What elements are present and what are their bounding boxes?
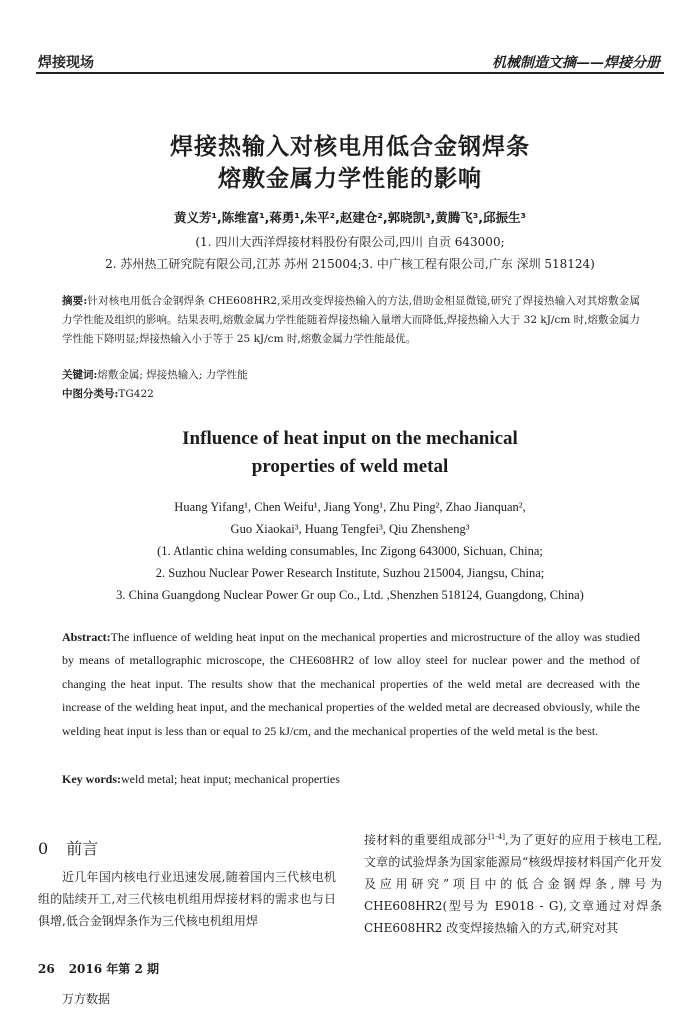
- cn-abstract: [62, 292, 640, 349]
- en-authors-line1: Huang Yifang¹, Chen Weifu¹, Jiang Yong¹, Zhu Ping², Zhao Jianquan²,: [174, 500, 526, 514]
- en-title-line1: Influence of heat input on the mechanical: [182, 428, 518, 449]
- section-number: 0: [38, 839, 49, 858]
- cn-clc-text: TG422: [118, 388, 154, 400]
- watermark: 万方数据: [62, 992, 111, 1006]
- cn-affiliation-line1: (1. 四川大西洋焊接材料股份有限公司,四川 自贡 643000;: [195, 235, 505, 249]
- page-number: 26: [38, 962, 55, 976]
- cn-abstract-text: 针对核电用低合金钢焊条 CHE608HR2,采用改变焊接热输入的方法,借助金相显微镜,研究了焊接热输入对其熔敷金属力学性能及组织的影响。结果表明,熔敷金属力学性能随着焊接热输入量增大而降低,焊接热输入大于 32 kJ/cm 时,熔敷金属力学性能下降明显;焊接热输入小于等于 25 kJ/cm 时,熔敷金属力学性能最优。: [62, 295, 640, 345]
- en-affiliation-line1: (1. Atlantic china welding consumables, Inc Zigong 643000, Sichuan, China;: [157, 544, 543, 558]
- journal-name: 机械制造文摘——焊接分册: [492, 55, 660, 71]
- body-right-column: [364, 826, 662, 939]
- header-rule: [36, 72, 664, 74]
- cn-keywords-label: 关键词:: [62, 369, 98, 381]
- cn-affiliation-line2: 2. 苏州热工研究院有限公司,江苏 苏州 215004;3. 中广核工程有限公司,广东 深圳 518124): [105, 257, 595, 271]
- cn-authors: 黄义芳¹,陈维富¹,蒋勇¹,朱平²,赵建仓²,郭晓凯³,黄腾飞³,邱振生³: [173, 210, 527, 225]
- en-affiliation-line2: 2. Suzhou Nuclear Power Research Institute, Suzhou 215004, Jiangsu, China;: [155, 566, 545, 580]
- cn-clc-label: 中图分类号:: [62, 388, 119, 400]
- en-abstract-label: Abstract:: [62, 630, 111, 644]
- section-heading: [38, 836, 116, 859]
- en-abstract: [62, 626, 640, 743]
- body-right-text-b: ,为了更好的应用于核电工程,文章的试验焊条为国家能源局“核级焊接材料国产化开发及应用研究”项目中的低合金钢焊条,牌号为 CHE608HR2(型号为 E9018 - G),文章通过对焊条 CHE608HR2 改变焊接热输入的方式,研究对其: [364, 833, 662, 935]
- citation: [1-4]: [488, 833, 505, 841]
- en-keywords: [62, 768, 640, 791]
- en-title-line2: properties of weld metal: [251, 456, 449, 477]
- cn-clc: [62, 385, 640, 404]
- cn-keywords-text: 熔敷金属; 焊接热输入; 力学性能: [97, 369, 248, 381]
- cn-title-line2: 熔敷金属力学性能的影响: [218, 166, 482, 192]
- body-left-column: 近几年国内核电行业迅速发展,随着国内三代核电机组的陆续开工,对三代核电机组用焊接材料的需求也与日俱增,低合金钢焊条作为三代核电机组用焊: [38, 870, 336, 928]
- cn-keywords: [62, 366, 640, 385]
- en-affiliation-line3: 3. China Guangdong Nuclear Power Gr oup Co., Ltd. ,Shenzhen 518124, Guangdong, China): [116, 588, 584, 602]
- en-abstract-text: The influence of welding heat input on the mechanical properties and microstructure of the alloy was studied by means of metallographic microscope, the CHE608HR2 of low alloy steel for nuclear power and the method of changing the heat input. The results show that the mechanical properties of the weld metal are decreased with the increase of the welding heat input, and the mechanical properties of the welded metal are decreased obviously, while the welding heat input is less than or equal to 25 kJ/cm, and the mechanical properties of the weld metal is the best.: [62, 630, 640, 738]
- section-title: 前言: [66, 839, 99, 858]
- en-keywords-text: weld metal; heat input; mechanical properties: [121, 772, 340, 786]
- en-keywords-label: Key words:: [62, 772, 121, 786]
- en-authors-line2: Guo Xiaokai³, Huang Tengfei³, Qiu Zhensheng³: [230, 522, 470, 536]
- body-right-text-a: 接材料的重要组成部分: [364, 833, 489, 847]
- issue-label: 2016 年第 2 期: [68, 962, 159, 976]
- cn-title-line1: 焊接热输入对核电用低合金钢焊条: [170, 134, 530, 160]
- cn-abstract-label: 摘要:: [62, 295, 88, 307]
- section-label: 焊接现场: [38, 55, 94, 71]
- page-footer: [38, 960, 173, 977]
